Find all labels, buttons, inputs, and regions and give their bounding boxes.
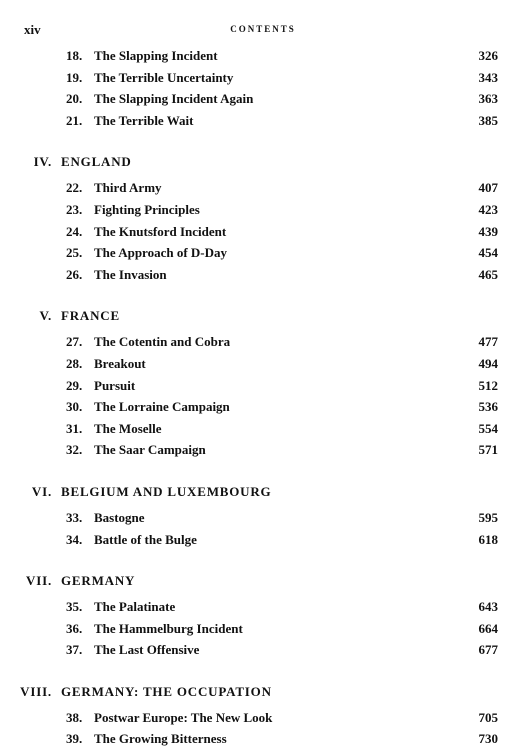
part-spacer	[0, 461, 518, 481]
chapter-title: The Saar Campaign	[94, 442, 206, 458]
part-title: GERMANY	[61, 573, 136, 589]
toc-entry[interactable]	[0, 618, 518, 640]
part-heading	[0, 481, 518, 503]
part-heading	[0, 151, 518, 173]
chapter-page: 554	[478, 420, 498, 436]
chapter-title: The Invasion	[94, 266, 167, 282]
chapter-page: 477	[478, 334, 498, 350]
table-of-contents	[0, 45, 518, 750]
chapter-number: 18.	[66, 48, 83, 63]
chapter-title: Bastogne	[94, 509, 145, 525]
chapter-number: 26.	[66, 266, 83, 282]
chapter-title: The Palatinate	[94, 599, 176, 615]
chapter-number: 37.	[66, 642, 83, 658]
chapter-number: 23.	[66, 201, 83, 217]
chapter-title: Pursuit	[94, 377, 136, 393]
chapter-number: 30.	[66, 399, 83, 415]
chapter-title: The Terrible Wait	[94, 112, 194, 128]
chapter-number: 34.	[66, 531, 83, 547]
chapter-page: 643	[478, 599, 498, 615]
part-number: VII.	[26, 573, 52, 589]
toc-entry[interactable]	[0, 507, 518, 529]
toc-entry[interactable]	[0, 242, 518, 264]
chapter-page: 454	[478, 245, 498, 261]
chapter-page: 705	[478, 709, 498, 725]
part-title: GERMANY: THE OCCUPATION	[61, 683, 272, 699]
part-title: FRANCE	[61, 308, 120, 324]
toc-entry[interactable]	[0, 110, 518, 132]
chapter-number: 24.	[66, 223, 83, 239]
chapter-title: The Knutsford Incident	[94, 223, 227, 239]
chapter-title: The Last Offensive	[94, 642, 200, 658]
chapter-page: 571	[478, 442, 498, 458]
chapter-number: 38.	[66, 709, 83, 725]
toc-entry[interactable]	[0, 221, 518, 243]
toc-entry[interactable]	[0, 199, 518, 221]
chapter-page: 677	[478, 642, 498, 658]
part-title: ENGLAND	[61, 154, 132, 170]
chapter-page: 664	[478, 620, 498, 636]
part-number: V.	[39, 308, 52, 324]
chapter-title: The Slapping Incident	[94, 48, 218, 63]
chapter-number: 27.	[66, 334, 83, 350]
chapter-page: 536	[478, 399, 498, 415]
part-heading	[0, 570, 518, 592]
part-number: VI.	[31, 483, 52, 499]
chapter-title: The Hammelburg Incident	[94, 620, 243, 636]
chapter-title: Breakout	[94, 355, 146, 371]
toc-entry[interactable]	[0, 596, 518, 618]
chapter-number: 20.	[66, 91, 83, 107]
chapter-number: 36.	[66, 620, 83, 636]
running-head: CONTENTS	[230, 24, 296, 34]
chapter-page: 407	[478, 180, 498, 196]
chapter-page: 618	[478, 531, 498, 547]
chapter-number: 22.	[66, 180, 83, 196]
chapter-number: 28.	[66, 355, 83, 371]
chapter-page: 494	[478, 355, 498, 371]
toc-entry[interactable]	[0, 45, 518, 67]
chapter-page: 343	[478, 69, 498, 85]
chapter-title: The Moselle	[94, 420, 162, 436]
toc-entry[interactable]	[0, 88, 518, 110]
toc-entry[interactable]	[0, 639, 518, 661]
chapter-title: The Slapping Incident Again	[94, 91, 254, 107]
chapter-number: 21.	[66, 112, 83, 128]
chapter-page: 465	[478, 266, 498, 282]
chapter-page: 730	[478, 731, 498, 747]
toc-entry[interactable]	[0, 396, 518, 418]
chapter-page: 385	[478, 112, 498, 128]
chapter-page: 423	[478, 201, 498, 217]
chapter-number: 19.	[66, 69, 83, 85]
toc-entry[interactable]	[0, 177, 518, 199]
chapter-number: 39.	[66, 731, 83, 747]
part-spacer	[0, 661, 518, 681]
chapter-title: Postwar Europe: The New Look	[94, 709, 273, 725]
toc-entry[interactable]	[0, 353, 518, 375]
part-title: BELGIUM AND LUXEMBOURG	[61, 483, 272, 499]
chapter-number: 25.	[66, 245, 83, 261]
chapter-title: The Growing Bitterness	[94, 731, 227, 747]
chapter-title: The Lorraine Campaign	[94, 399, 230, 415]
part-heading	[0, 305, 518, 327]
chapter-page: 326	[478, 48, 498, 63]
chapter-page: 439	[478, 223, 498, 239]
toc-entry[interactable]	[0, 439, 518, 461]
part-heading	[0, 681, 518, 703]
page-number: xiv	[24, 22, 41, 37]
chapter-page: 595	[478, 509, 498, 525]
chapter-number: 35.	[66, 599, 83, 615]
toc-entry[interactable]	[0, 728, 518, 750]
chapter-title: Fighting Principles	[94, 201, 200, 217]
part-spacer	[0, 550, 518, 570]
chapter-title: Battle of the Bulge	[94, 531, 197, 547]
chapter-title: The Approach of D-Day	[94, 245, 228, 261]
toc-entry[interactable]	[0, 67, 518, 89]
chapter-number: 32.	[66, 442, 83, 458]
part-spacer	[0, 285, 518, 305]
chapter-title: Third Army	[94, 180, 162, 196]
toc-entry[interactable]	[0, 707, 518, 729]
chapter-number: 29.	[66, 377, 83, 393]
chapter-page: 512	[478, 377, 498, 393]
part-spacer	[0, 131, 518, 151]
toc-entry[interactable]	[0, 264, 518, 286]
toc-entry[interactable]	[0, 331, 518, 353]
toc-entry[interactable]	[0, 375, 518, 397]
chapter-title: The Cotentin and Cobra	[94, 334, 231, 350]
part-number: IV.	[33, 154, 52, 170]
page-header	[24, 22, 502, 38]
chapter-title: The Terrible Uncertainty	[94, 69, 234, 85]
chapter-page: 363	[478, 91, 498, 107]
toc-entry[interactable]	[0, 418, 518, 440]
chapter-number: 33.	[66, 509, 83, 525]
toc-entry[interactable]	[0, 529, 518, 551]
part-number: VIII.	[20, 683, 52, 699]
chapter-number: 31.	[66, 420, 83, 436]
